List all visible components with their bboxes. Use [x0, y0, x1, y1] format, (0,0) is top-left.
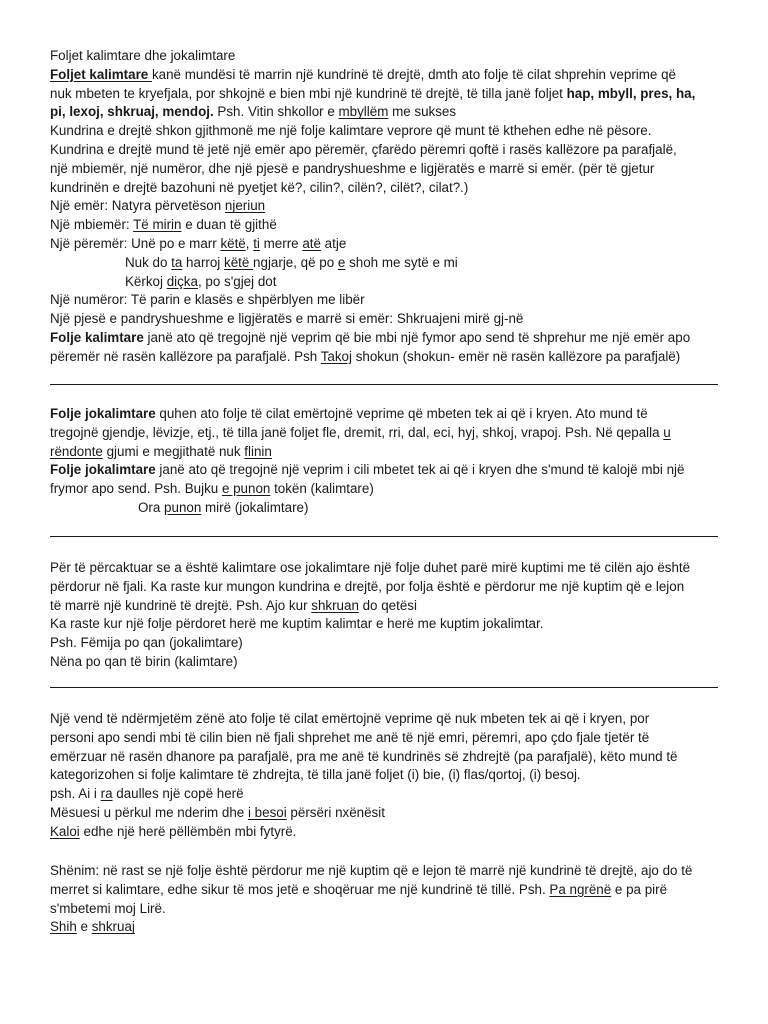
example-line: Një pjesë e pandryshueshme e ligjëratës e marrë si emër: Shkruajeni mirë gj-në: [50, 311, 524, 327]
divider-line: [50, 536, 718, 537]
text-line: Kundrina e drejtë mund të jetë një emër apo përemër, çfarëdo përemri qoftë i rasës kallëzore pa parafjalë,: [50, 141, 677, 157]
text-line: Folje kalimtare janë ato që tregojnë një veprim që bie mbi një fymor apo send të shprehur me një emër apo: [50, 329, 691, 345]
example-line: Një mbiemër: Të mirin e duan të gjithë: [50, 217, 277, 233]
example-line: Nëna po qan të birin (kalimtare): [50, 653, 238, 669]
document-title: Foljet kalimtare dhe jokalimtare: [50, 48, 236, 63]
text-line: Shënim: në rast se një folje është përdorur me një kuptim që e lejon të marrë një kundrinë të drejtë, ajo do të: [50, 863, 693, 878]
text-line: të marrë një kundrinë të drejtë. Psh. Ajo kur shkruan do qetësi: [50, 597, 417, 613]
example-line: Një emër: Natyra përvetëson njeriun: [50, 198, 266, 214]
example-line: Nuk do ta harroj këtë ngjarje, që po e shoh me sytë e mi: [125, 254, 458, 270]
text-line: Foljet kalimtare kanë mundësi të marrin një kundrinë të drejtë, dmth ato folje të cilat shprehin veprime që: [50, 66, 676, 82]
divider-line: [50, 384, 718, 385]
text-line: Një vend të ndërmjetëm zënë ato folje të cilat emërtojnë veprime që nuk mbeten tek ai që i kryen, por: [50, 711, 650, 726]
text-line: Kundrina e drejtë shkon gjithmonë me një folje kalimtare veprore që munt të kthehen edhe në pësore.: [50, 123, 652, 139]
example-line: Ora punon mirë (jokalimtare): [138, 499, 309, 515]
text-line: përemër në rasën kallëzore pa parafjalë. Psh Takoj shokun (shokun- emër në rasën kallëzore pa parafjalë): [50, 348, 681, 364]
example-line: Një numëror: Të parin e klasës e shpërblyen me libër: [50, 292, 365, 308]
text-line: merret si kalimtare, edhe sikur të mos jetë e shoqëruar me një kundrinë të tillë. Psh. Pa ngrënë e pa pirë: [50, 881, 668, 897]
text-line: Për të përcaktuar se a është kalimtare ose jokalimtare një folje duhet parë mirë kuptimi me të cilën ajo është: [50, 560, 691, 575]
example-line: Shih e shkruaj: [50, 919, 135, 935]
text-line: frymor apo send. Psh. Bujku e punon tokën (kalimtare): [50, 481, 374, 497]
text-line: Folje jokalimtare janë ato që tregojnë një veprim i cili mbetet tek ai që i kryen dhe s'mund të kalojë mbi një: [50, 462, 685, 478]
text-line: s'mbetemi moj Lirë.: [50, 900, 166, 916]
section-jokalimtare: [50, 405, 740, 518]
text-line: përdorur në fjali. Ka raste kur mungon kundrina e drejtë, por folja është e përdorur me një kuptim që e lejon: [50, 578, 685, 594]
text-line: kundrinën e drejtë bazohuni në pyetjet kë?, cilin?, cilën?, cilët?, cilat?.): [50, 179, 469, 195]
text-line: tregojnë gjendje, lëvizje, etj., të tilla janë foljet fle, dremit, rri, dal, eci, hyj, shkoj, vrapoj. Psh. Në qepalla u: [50, 424, 671, 440]
example-line: Kaloi edhe një herë pëllëmbën mbi fytyrë.: [50, 823, 297, 839]
text-line: Ka raste kur një folje përdoret herë me kuptim kalimtar e herë me kuptim jokalimtar.: [50, 616, 544, 632]
section-zhdrejta: [50, 710, 740, 842]
example-line: Një përemër: Unë po e marr këtë, ti merre atë atje: [50, 235, 347, 251]
text-line: emërzuar në rasën dhanore pa parafjalë, pra me anë të kundrinës së zhdrejtë (pa parafjalë), këto mund të: [50, 748, 678, 764]
text-line: rëndonte gjumi e megjithatë nuk flinin: [50, 443, 272, 459]
section-perdorimi: [50, 559, 740, 672]
text-line: kategorizohen si folje kalimtare të zhdrejta, të tilla janë foljet (i) bie, (i) flas/qortoj, (i) besoj.: [50, 767, 581, 783]
text-line: nuk mbeten te kryefjala, por shkojnë e bien mbi një kundrinë të drejtë, të tilla janë foljet hap, mbyll, pres, ha,: [50, 85, 696, 101]
section-shenim: [50, 862, 740, 937]
text-line: pi, lexoj, shkruaj, mendoj. Psh. Vitin shkollor e mbyllëm me sukses: [50, 104, 457, 120]
text-line: Folje jokalimtare quhen ato folje të cilat emërtojnë veprime që mbeten tek ai që i kryen. Ato mund të: [50, 406, 648, 421]
example-line: psh. Ai i ra daulles një copë herë: [50, 786, 244, 802]
divider-line: [50, 687, 718, 688]
section-kalimtare: [50, 47, 740, 367]
example-line: Kërkoj diçka, po s'gjej dot: [125, 273, 277, 289]
example-line: Psh. Fëmija po qan (jokalimtare): [50, 635, 243, 651]
text-line: një mbiemër, një numëror, dhe një pjesë e pandryshueshme e ligjëratës e marrë si emër. (për të gjetur: [50, 160, 655, 176]
text-line: personi apo sendi mbi të cilin bien në fjali shprehet me anë të një emri, përemri, apo çdo fjale tjetër të: [50, 729, 650, 745]
example-line: Mësuesi u përkul me nderim dhe i besoi përsëri nxënësit: [50, 804, 385, 820]
